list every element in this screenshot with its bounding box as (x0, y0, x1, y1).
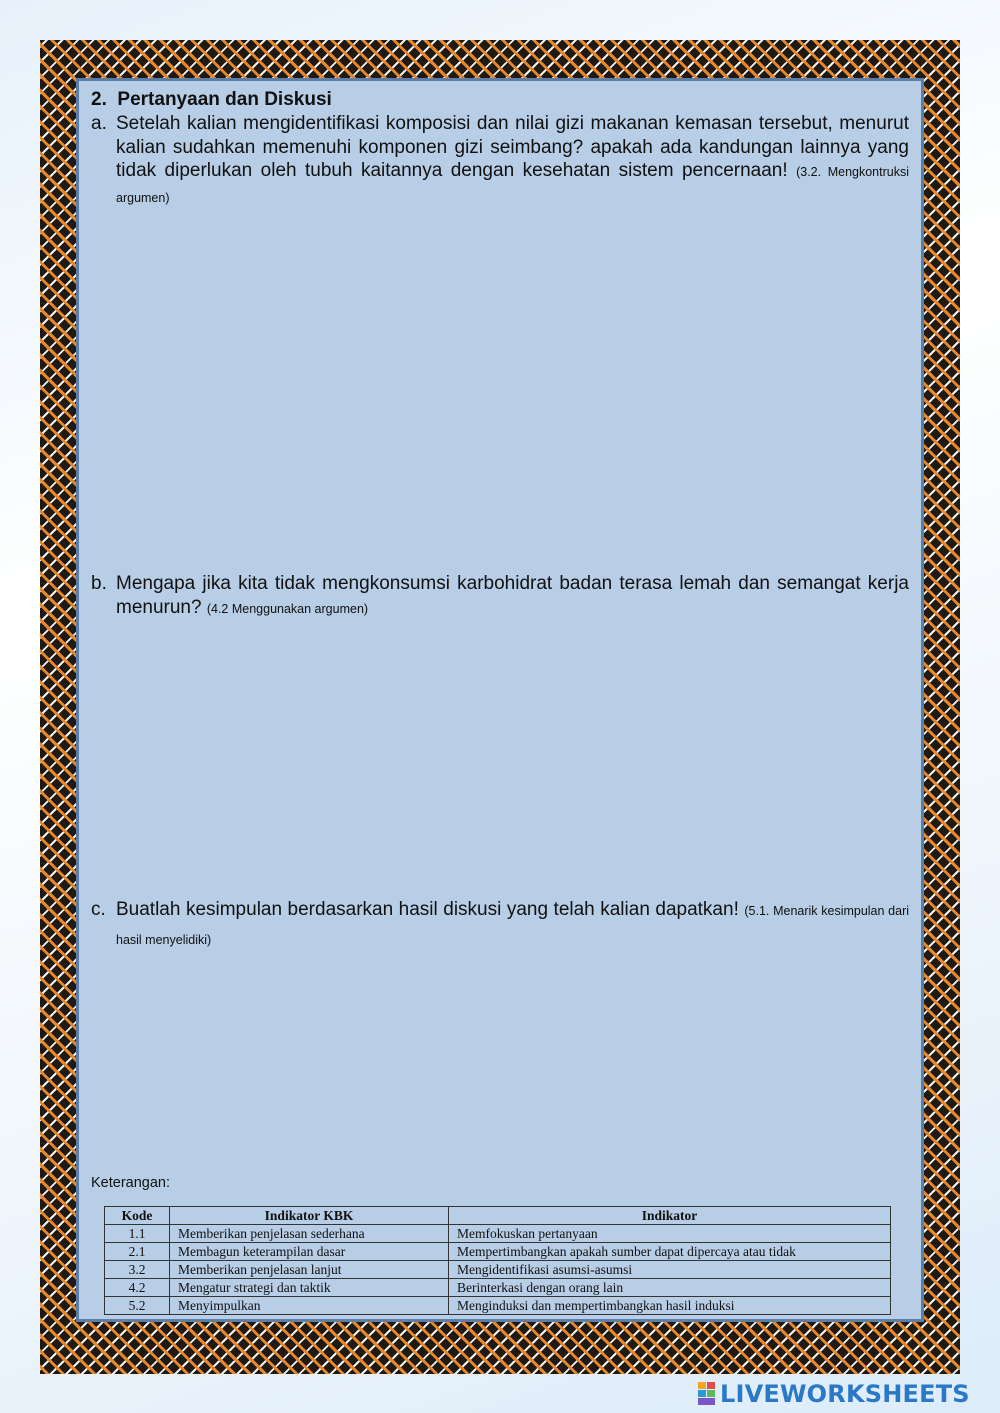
question-indicator: (4.2 Menggunakan argumen) (206, 601, 369, 616)
keterangan-label: Keterangan: (91, 1175, 171, 1191)
answer-area-b[interactable] (91, 626, 909, 876)
cell-kode: 5.2 (105, 1297, 170, 1315)
cell-indikator: Menginduksi dan mempertimbangkan hasil induksi (449, 1297, 891, 1315)
section-title (91, 89, 332, 111)
table-row (105, 1279, 891, 1297)
cell-indikator: Berinterkasi dengan orang lain (449, 1279, 891, 1297)
cell-indikator-kbk: Memberikan penjelasan sederhana (170, 1225, 449, 1243)
question-indicator: (3.2. Mengkontruksi argumen) (116, 165, 909, 205)
question-c (91, 896, 909, 954)
logo-text: LIVEWORKSHEETS (720, 1380, 970, 1408)
section-number: 2. (91, 89, 107, 110)
indicator-table (104, 1206, 891, 1315)
cell-indikator-kbk: Menyimpulkan (170, 1297, 449, 1315)
answer-area-a[interactable] (91, 211, 909, 551)
cell-indikator: Mempertimbangkan apakah sumber dapat dipercaya atau tidak (449, 1243, 891, 1261)
cell-indikator: Mengidentifikasi asumsi-asumsi (449, 1261, 891, 1279)
liveworksheets-logo-icon (698, 1382, 716, 1406)
table-header-row (105, 1207, 891, 1225)
answer-area-c[interactable] (91, 961, 909, 1161)
header-indikator: Indikator (449, 1207, 891, 1225)
section-title-text: Pertanyaan dan Diskusi (117, 89, 332, 110)
table-row (105, 1243, 891, 1261)
cell-kode: 1.1 (105, 1225, 170, 1243)
header-kode: Kode (105, 1207, 170, 1225)
question-indicator: (5.1. Menarik kesimpulan dari hasil menyelidiki) (116, 904, 910, 947)
liveworksheets-logo (698, 1380, 970, 1408)
question-letter: b. (91, 573, 107, 594)
cell-kode: 4.2 (105, 1279, 170, 1297)
question-text: Mengapa jika kita tidak mengkonsumsi karbohidrat badan terasa lemah dan semangat kerja menurun? (116, 573, 909, 618)
header-indikator-kbk: Indikator KBK (170, 1207, 449, 1225)
cell-indikator-kbk: Membagun keterampilan dasar (170, 1243, 449, 1261)
cell-indikator-kbk: Memberikan penjelasan lanjut (170, 1261, 449, 1279)
question-text: Buatlah kesimpulan berdasarkan hasil diskusi yang telah kalian dapatkan! (116, 899, 739, 920)
cell-indikator-kbk: Mengatur strategi dan taktik (170, 1279, 449, 1297)
cell-indikator: Memfokuskan pertanyaan (449, 1225, 891, 1243)
question-a (91, 112, 909, 210)
worksheet-panel (76, 78, 924, 1322)
cell-kode: 2.1 (105, 1243, 170, 1261)
table-row (105, 1261, 891, 1279)
table-row (105, 1297, 891, 1315)
question-text: Setelah kalian mengidentifikasi komposisi dan nilai gizi makanan kemasan tersebut, menurut kalian sudahkan memenuhi komponen gizi seimbang? apakah ada kandungan lainnya yang tidak diperlukan oleh tubuh kaitannya dengan kesehatan sistem pencernaan! (116, 113, 909, 181)
question-b (91, 572, 909, 621)
cell-kode: 3.2 (105, 1261, 170, 1279)
question-letter: a. (91, 113, 107, 134)
table-row (105, 1225, 891, 1243)
question-letter: c. (91, 899, 106, 920)
